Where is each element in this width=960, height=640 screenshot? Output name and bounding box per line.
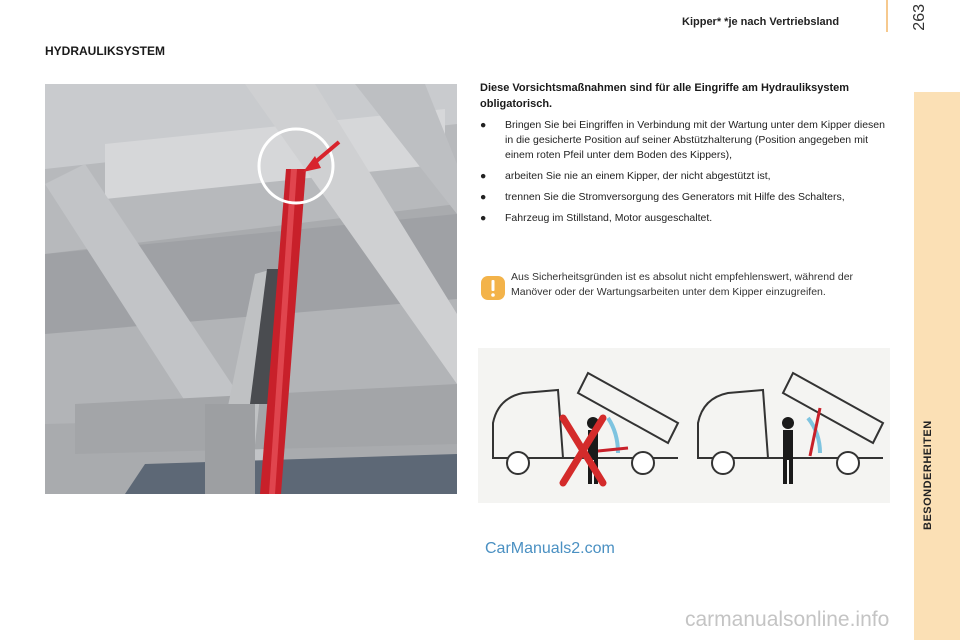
bullet-icon: ●: [480, 212, 487, 224]
list-item: [480, 190, 890, 205]
chapter-tab-label: BESONDERHEITEN: [922, 420, 934, 530]
section-title: HYDRAULIKSYSTEM: [45, 44, 166, 58]
bullet-icon: ●: [480, 191, 487, 203]
list-item-text: arbeiten Sie nie an einem Kipper, der nicht abgestützt ist,: [505, 170, 771, 182]
list-item: [480, 211, 890, 226]
list-item-text: trennen Sie die Stromversorgung des Generators mit Hilfe des Schalters,: [505, 191, 845, 203]
running-header: Kipper* *je nach Vertriebsland: [682, 16, 840, 28]
chapter-tab[interactable]: [914, 92, 960, 640]
list-item: [480, 169, 890, 184]
safety-illustration: [478, 348, 890, 503]
bullet-icon: ●: [480, 170, 487, 182]
header-divider: [886, 0, 888, 32]
photo-tipper-prop: [45, 84, 457, 494]
list-item-text: Fahrzeug im Stillstand, Motor ausgeschaltet.: [505, 212, 713, 224]
warning-text: Aus Sicherheitsgründen ist es absolut nicht empfehlenswert, während der Manöver oder der Wartungsarbeiten unter dem Kipper einzugreifen.: [511, 271, 854, 298]
watermark-logo: CarManuals2.com: [485, 540, 615, 557]
precaution-list: [480, 118, 890, 226]
intro-paragraph: Diese Vorsichtsmaßnahmen sind für alle Eingriffe am Hydrauliksystem obligatorisch.: [480, 82, 850, 110]
tipper-underside-photo: [45, 84, 457, 494]
truck-diagram: [478, 348, 890, 503]
list-item-text: Bringen Sie bei Eingriffen in Verbindung mit der Wartung unter dem Kipper diesen in die gesicherte Position auf seiner Abstützhalterung (Position angegeben mit einem roten Pfeil unter dem Boden des Kippers),: [505, 119, 885, 161]
bullet-icon: ●: [480, 119, 487, 131]
list-item: [480, 118, 890, 163]
page-number: 263: [911, 4, 928, 31]
person-correct: [782, 417, 794, 484]
instructions-block: [480, 80, 890, 232]
warning-note: [480, 270, 900, 310]
footer-watermark-url: carmanualsonline.info: [685, 608, 890, 631]
warning-icon: [480, 275, 506, 301]
